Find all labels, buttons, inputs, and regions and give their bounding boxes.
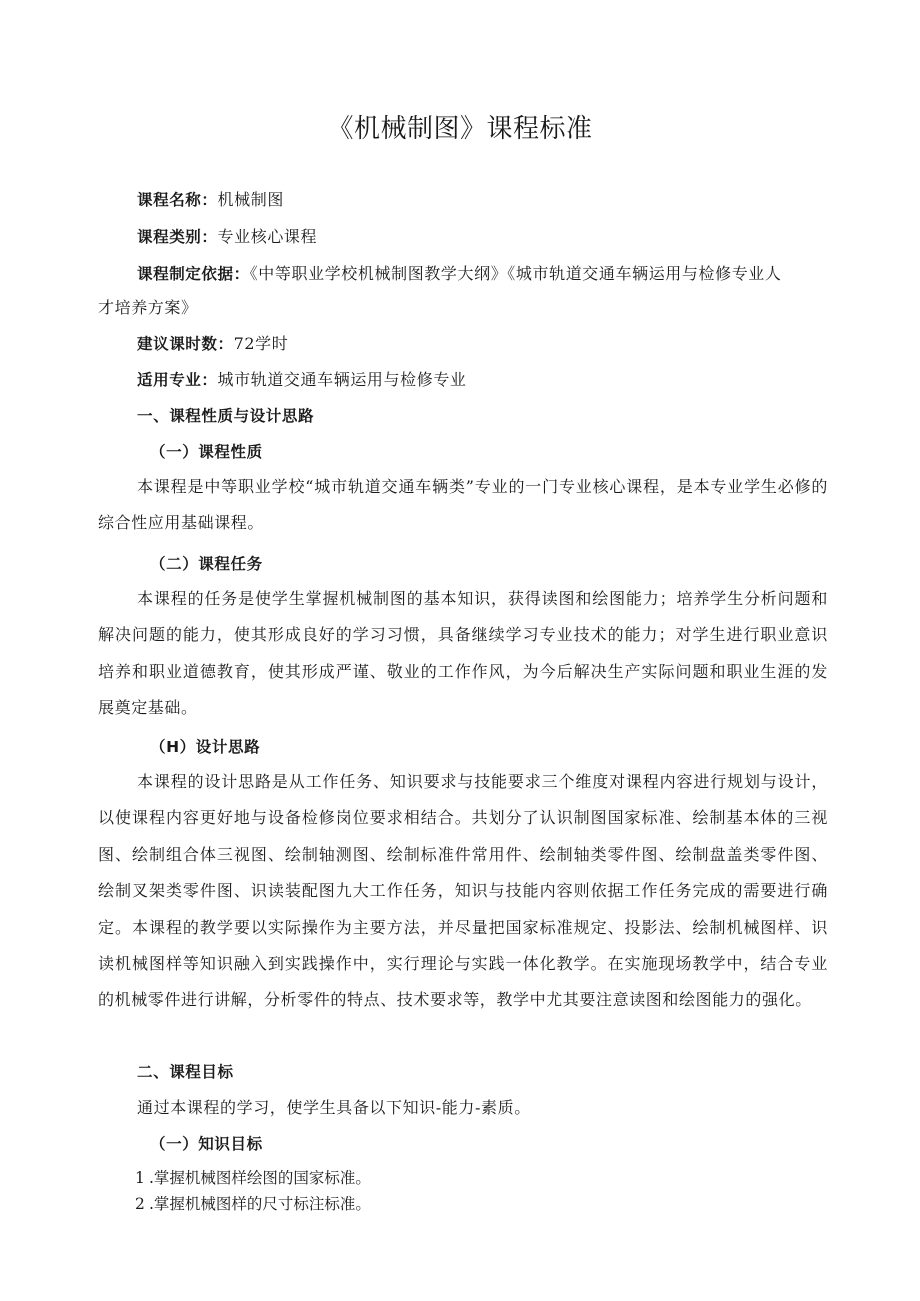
list-item: [135, 1194, 371, 1214]
list-text: .掌握机械图样绘图的国家标准。: [149, 1169, 371, 1187]
meta-applicable-major: [98, 370, 867, 390]
subsection-heading: （二）课程任务: [150, 555, 263, 573]
section-intro: 通过本课程的学习，使学生具备以下知识-能力-素质。: [137, 1098, 531, 1117]
document-title: 《机械制图》课程标准: [327, 114, 593, 144]
meta-value: 专业核心课程: [217, 227, 318, 246]
meta-label: 课程制定依据：: [137, 265, 250, 283]
meta-course-name: [98, 190, 867, 210]
meta-course-hours: [98, 334, 867, 354]
subsection-heading: （一）知识目标: [150, 1135, 263, 1153]
meta-value: 城市轨道交通车辆运用与检修专业: [217, 370, 467, 389]
meta-value: 机械制图: [217, 190, 284, 209]
subsection-heading: （一）课程性质: [150, 443, 263, 461]
meta-label: 建议课时数：: [137, 335, 234, 353]
section-heading: 二、课程目标: [137, 1063, 234, 1081]
meta-label: 适用专业：: [137, 371, 218, 389]
meta-course-basis-cont: 才培养方案》: [98, 298, 198, 317]
subsection-heading: （H）设计思路: [150, 738, 261, 756]
paragraph-course-nature: 本课程是中等职业学校“城市轨道交通车辆类”专业的一门专业核心课程，是本专业学生必修的综合性应用基础课程。: [98, 477, 828, 533]
list-number: 1: [135, 1169, 145, 1187]
list-item: [135, 1168, 371, 1188]
paragraph-design-idea: 本课程的设计思路是从工作任务、知识要求与技能要求三个维度对课程内容进行规划与设计，以使课程内容更好地与设备检修岗位要求相结合。共划分了认识制图国家标准、绘制基本体的三视图、绘制组合体三视图、绘制轴测图、绘制标准件常用件、绘制轴类零件图、绘制盘盖类零件图、绘制叉架类零件图、识读装配图九大工作任务，知识与技能内容则依据工作任务完成的需要进行确定。本课程的教学要以实际操作为主要方法，并尽量把国家标准规定、投影法、绘制机械图样、识读机械图样等知识融入到实践操作中，实行理论与实践一体化教学。在实施现场教学中，结合专业的机械零件进行讲解，分析零件的特点、技术要求等，教学中尤其要注意读图和绘图能力的强化。: [98, 772, 828, 1010]
paragraph-course-task: 本课程的任务是使学生掌握机械制图的基本知识，获得读图和绘图能力；培养学生分析问题和解决问题的能力，使其形成良好的学习习惯，具备继续学习专业技术的能力；对学生进行职业意识培养和职业道德教育，使其形成严谨、敬业的工作作风，为今后解决生产实际问题和职业生涯的发展奠定基础。: [98, 589, 828, 718]
section-heading: 一、课程性质与设计思路: [137, 407, 315, 425]
list-text: .掌握机械图样的尺寸标注标准。: [149, 1195, 371, 1213]
meta-label: 课程类别：: [137, 228, 218, 246]
meta-course-basis: [98, 264, 867, 284]
meta-value: 72学时: [233, 334, 289, 353]
meta-course-category: [98, 227, 867, 247]
meta-label: 课程名称：: [137, 191, 218, 209]
list-number: 2: [135, 1195, 145, 1213]
meta-value: 《中等职业学校机械制图教学大纲》《城市轨道交通车辆运用与检修专业人: [249, 264, 782, 283]
